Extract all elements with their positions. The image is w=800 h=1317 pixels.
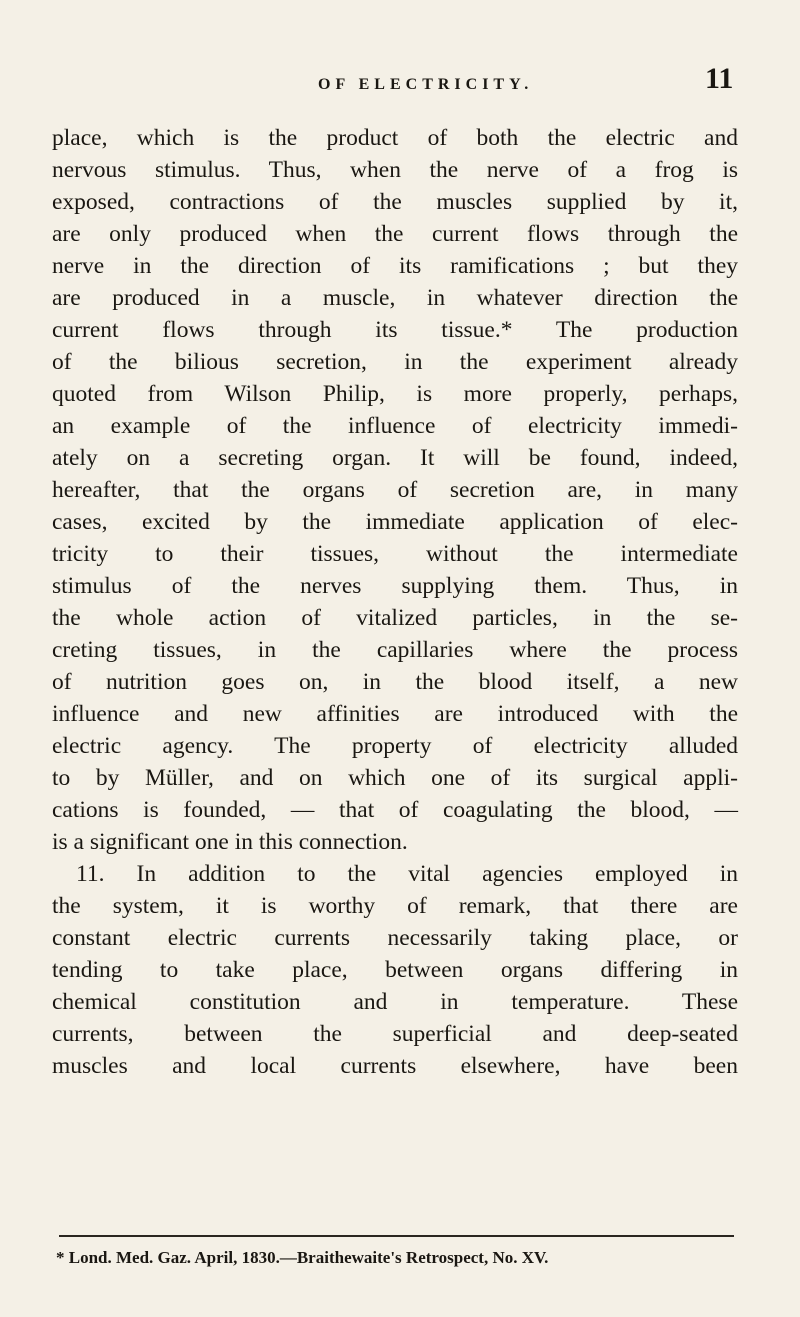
text-line: the system, it is worthy of remark, that there are xyxy=(52,893,738,919)
text-line: creting tissues, in the capillaries where the process xyxy=(52,637,738,663)
text-line: an example of the influence of electricity immedi- xyxy=(52,413,738,439)
text-line: are produced in a muscle, in whatever direction the xyxy=(52,285,738,311)
text-line: nervous stimulus. Thus, when the nerve of a frog is xyxy=(52,157,738,183)
text-line: influence and new affinities are introduced with the xyxy=(52,701,738,727)
text-line: are only produced when the current flows through the xyxy=(52,221,738,247)
text-line: electric agency. The property of electricity alluded xyxy=(52,733,738,759)
text-line: stimulus of the nerves supplying them. Thus, in xyxy=(52,573,738,599)
text-line: is a significant one in this connection. xyxy=(52,829,408,855)
text-line: currents, between the superficial and deep-seated xyxy=(52,1021,738,1047)
text-line: tending to take place, between organs differing in xyxy=(52,957,738,983)
text-line: quoted from Wilson Philip, is more properly, perhaps, xyxy=(52,381,738,407)
text-line: cations is founded, — that of coagulating the blood, — xyxy=(52,797,738,823)
paragraph-start-line: 11. In addition to the vital agencies employed in xyxy=(76,861,738,887)
text-line: ately on a secreting organ. It will be found, indeed, xyxy=(52,445,738,471)
text-line: of the bilious secretion, in the experiment already xyxy=(52,349,738,375)
text-line: cases, excited by the immediate application of elec- xyxy=(52,509,738,535)
text-line: tricity to their tissues, without the intermediate xyxy=(52,541,738,567)
text-line: muscles and local currents elsewhere, have been xyxy=(52,1053,738,1079)
footnote: * Lond. Med. Gaz. April, 1830.—Braithewaite's Retrospect, No. XV. xyxy=(56,1248,549,1267)
text-line: exposed, contractions of the muscles supplied by it, xyxy=(52,189,738,215)
text-line: place, which is the product of both the electric and xyxy=(52,125,738,151)
text-line: hereafter, that the organs of secretion are, in many xyxy=(52,477,738,503)
running-head xyxy=(0,62,800,112)
text-line: nerve in the direction of its ramifications ; but they xyxy=(52,253,738,279)
text-line: current flows through its tissue.* The production xyxy=(52,317,738,343)
text-line: chemical constitution and in temperature. These xyxy=(52,989,738,1015)
text-line: to by Müller, and on which one of its surgical appli- xyxy=(52,765,738,791)
body-text xyxy=(52,122,738,1082)
footnote-rule xyxy=(59,1235,734,1237)
text-line: of nutrition goes on, in the blood itself, a new xyxy=(52,669,738,695)
text-line: constant electric currents necessarily taking place, or xyxy=(52,925,738,951)
text-line: the whole action of vitalized particles, in the se- xyxy=(52,605,738,631)
page-number: 11 xyxy=(705,62,734,95)
running-title: OF ELECTRICITY. xyxy=(318,76,534,93)
